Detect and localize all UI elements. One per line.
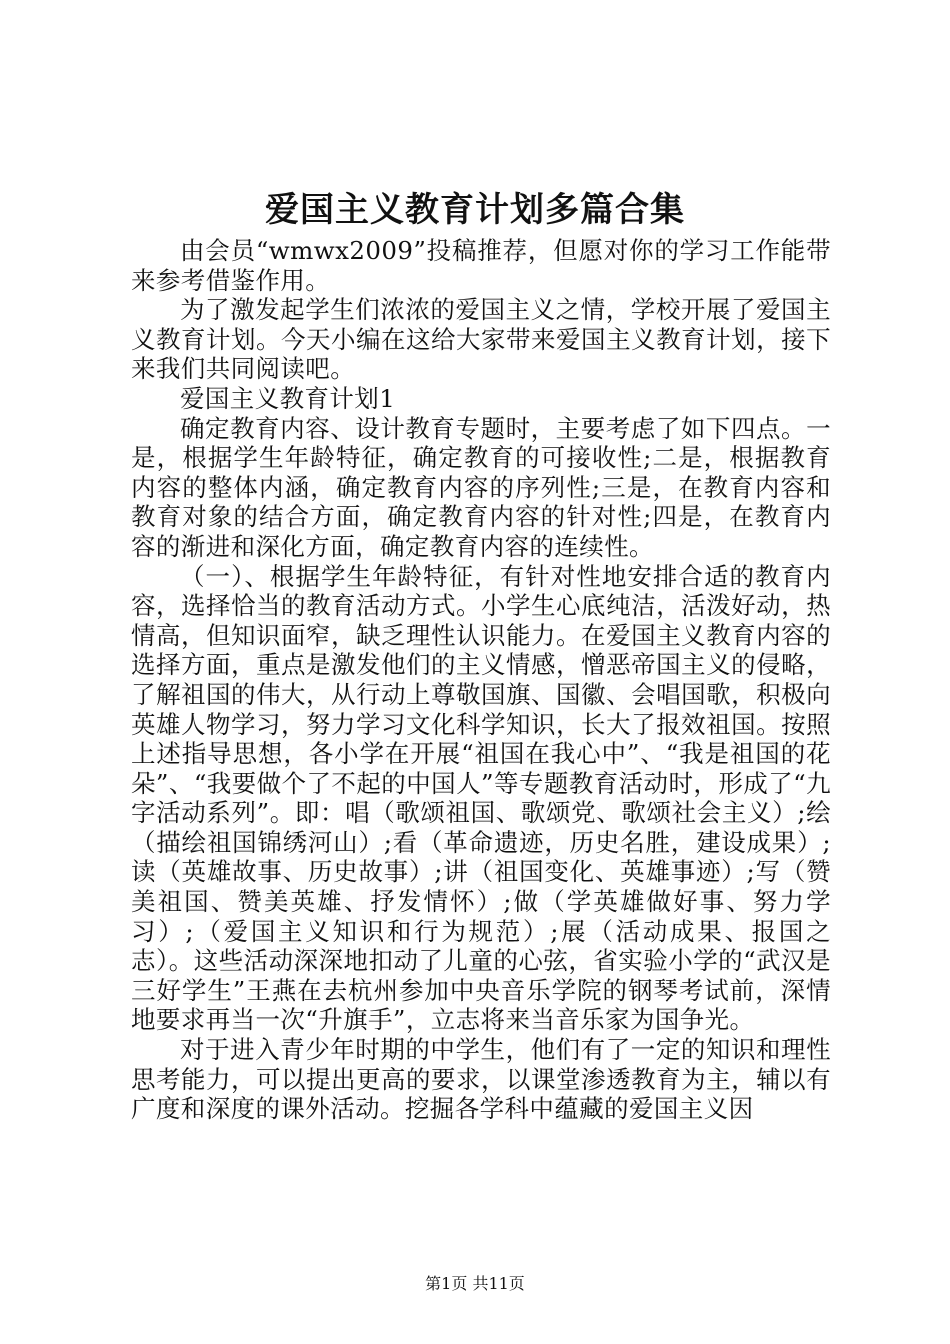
paragraph-preface: 为了激发起学生们浓浓的爱国主义之情，学校开展了爱国主义教育计划。今天小编在这给大家带来爱国主义教育计划，接下来我们共同阅读吧。 [131,295,831,384]
paragraph-intro: 由会员“wmwx2009”投稿推荐，但愿对你的学习工作能带来参考借鉴作用。 [131,236,831,295]
document-title: 爱国主义教育计划多篇合集 [265,190,685,230]
paragraph-content: （一）、根据学生年龄特征，有针对性地安排合适的教育内容，选择恰当的教育活动方式。小学生心底纯洁，活泼好动，热情高，但知识面窄，缺乏理性认识能力。在爱国主义教育内容的选择方面，重点是激发他们的主义情感，憎恶帝国主义的侵略，了解祖国的伟大，从行动上尊敬国旗、国徽、会唱国歌，积极向英雄人物学习，努力学习文化科学知识，长大了报效祖国。按照上述指导思想，各小学在开展“祖国在我心中”、“我是祖国的花朵”、“我要做个了不起的中国人”等专题教育活动时，形成了“九字活动系列”。即：唱（歌颂祖国、歌颂党、歌颂社会主义）;绘（描绘祖国锦绣河山）;看（革命遗迹，历史名胜，建设成果）;读（英雄故事、历史故事）;讲（祖国变化、英雄事迹）;写（赞美祖国、赞美英雄、抒发情怀）;做（学英雄做好事、努力学习）;（爱国主义知识和行为规范）;展（活动成果、报国之志）。这些活动深深地扣动了儿童的心弦，省实验小学的“武汉是三好学生”王燕在去杭州参加中央音乐学院的钢琴考试前，深情地要求再当一次“升旗手”，立志将来当音乐家为国争光。 [131,561,831,1035]
section-heading: 爱国主义教育计划1 [180,383,396,413]
document-body [131,236,831,1124]
paragraph-content: 确定教育内容、设计教育专题时，主要考虑了如下四点。一是，根据学生年龄特征，确定教育的可接收性;二是，根据教育内容的整体内涵，确定教育内容的序列性;三是，在教育内容和教育对象的结合方面，确定教育内容的针对性;四是，在教育内容的渐进和深化方面，确定教育内容的连续性。 [131,413,831,561]
paragraph-content: 对于进入青少年时期的中学生，他们有了一定的知识和理性思考能力，可以提出更高的要求，以课堂渗透教育为主，辅以有广度和深度的课外活动。挖掘各学科中蕴藏的爱国主义因 [131,1035,831,1124]
page-number-footer: 第1页 共11页 [425,1274,525,1293]
